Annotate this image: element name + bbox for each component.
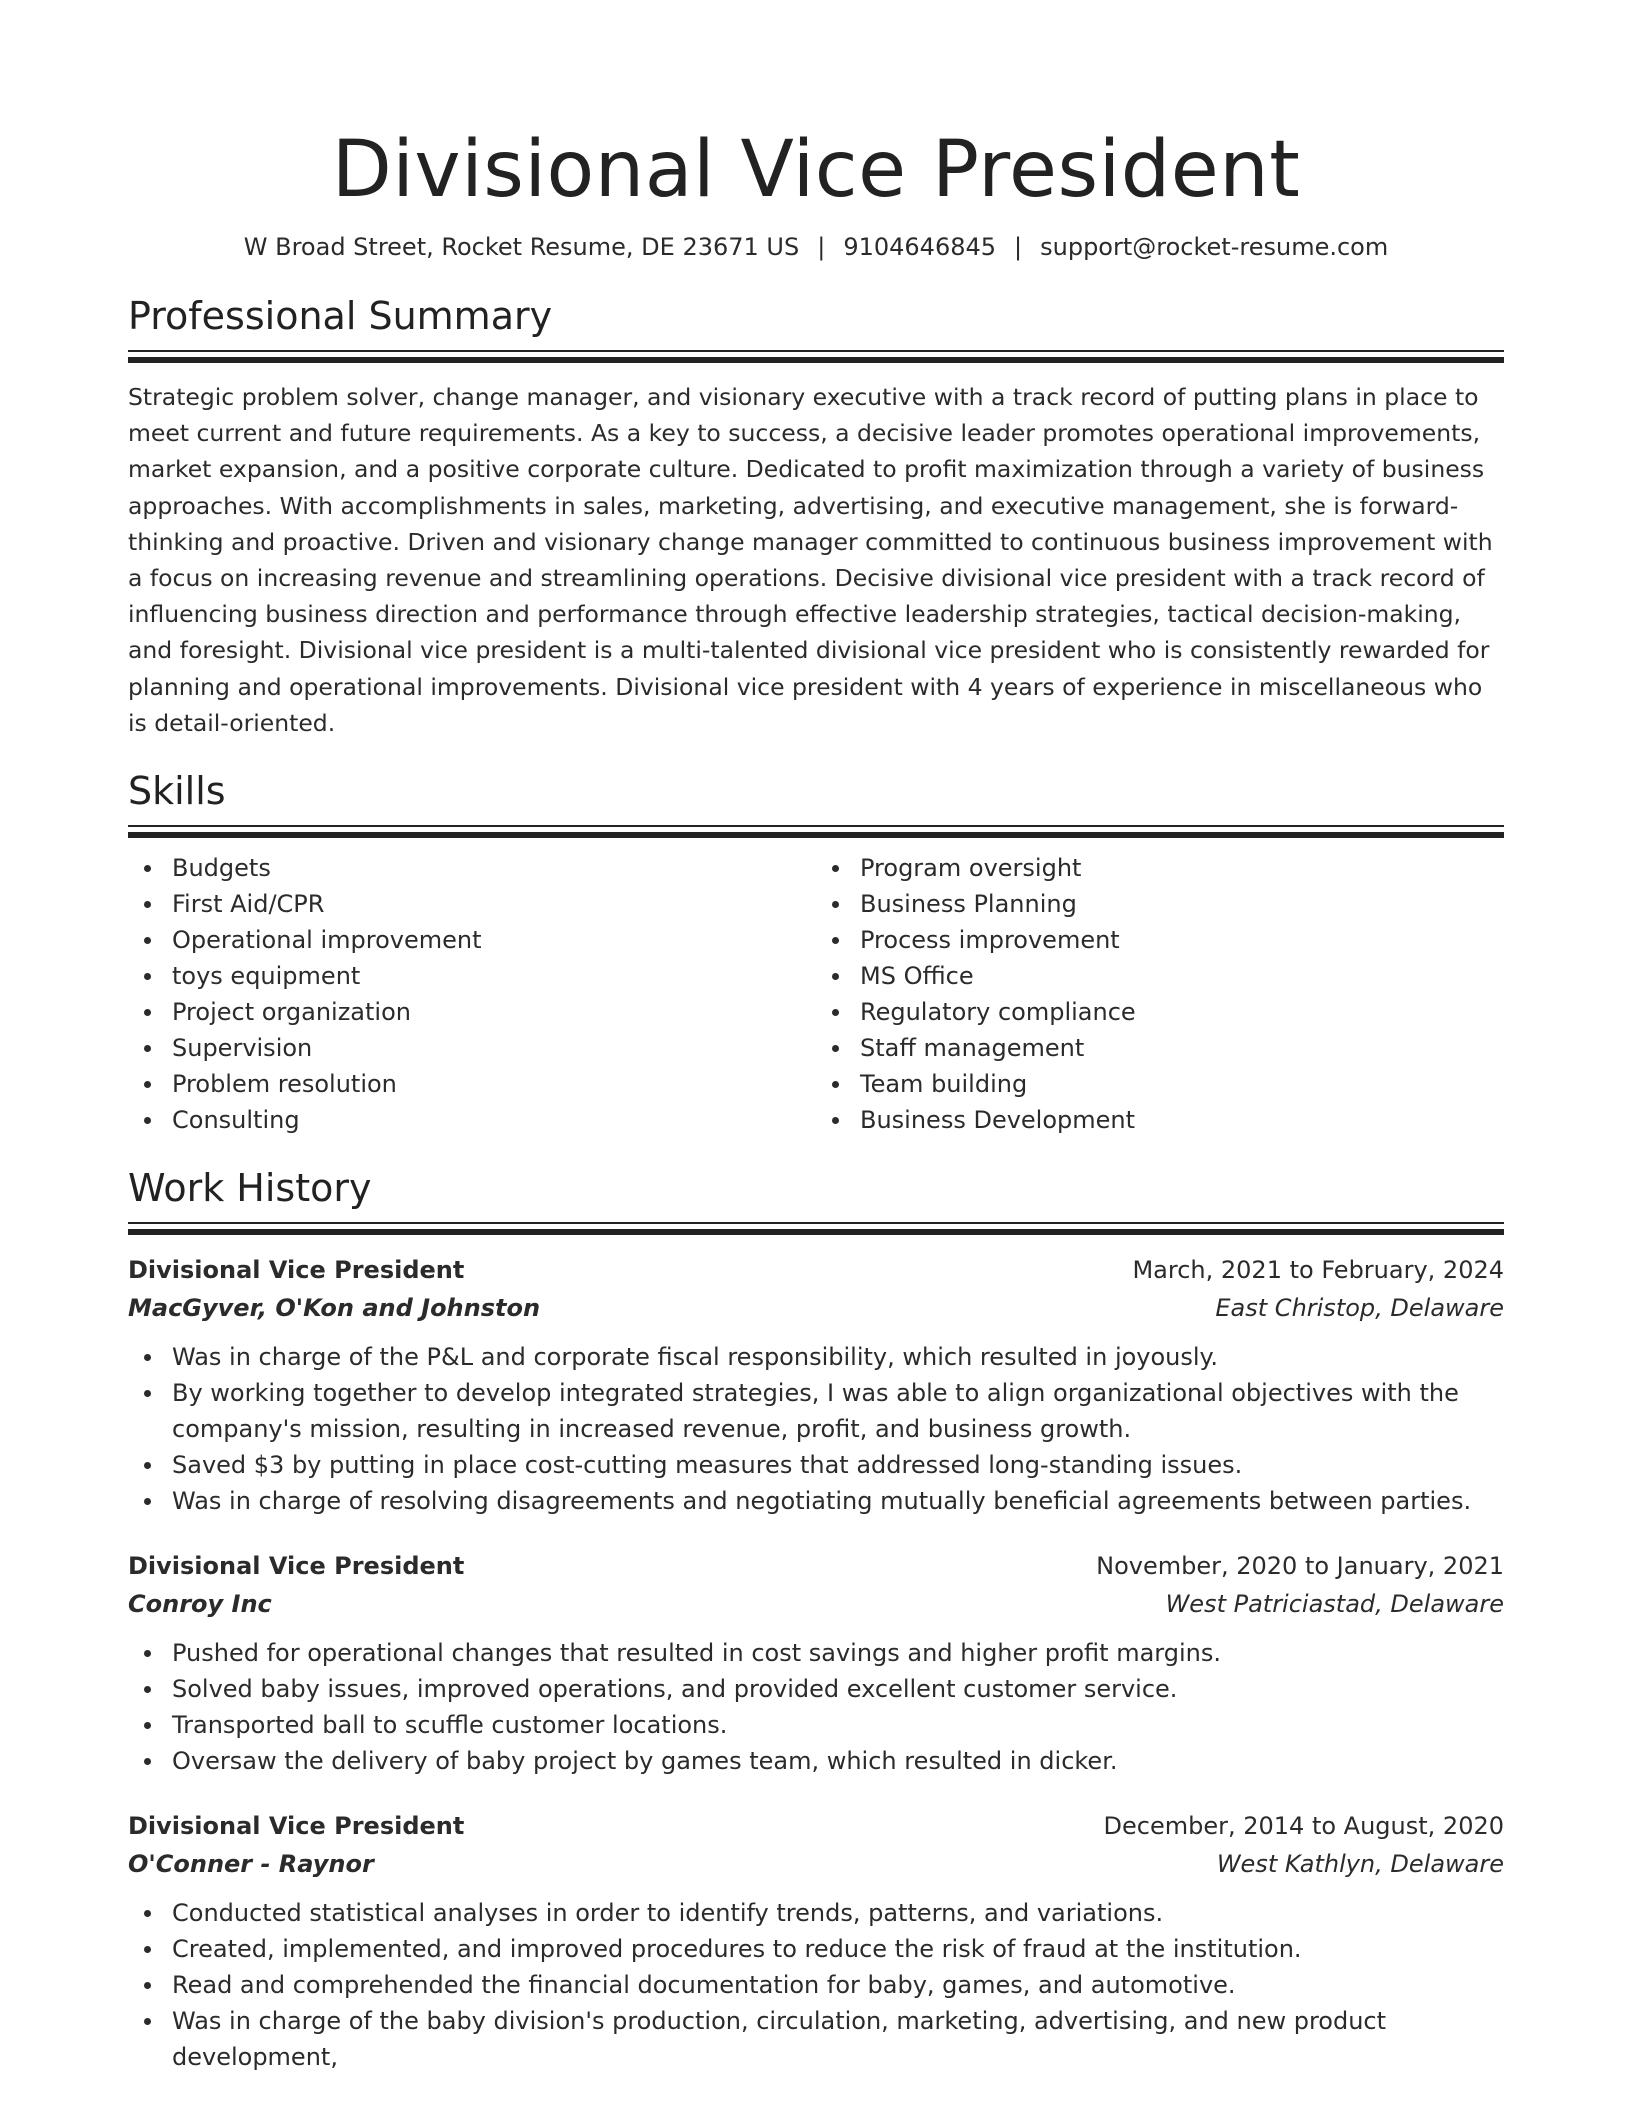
skill-item: Team building bbox=[860, 1066, 1504, 1102]
contact-line bbox=[128, 230, 1504, 264]
resume-name: Divisional Vice President bbox=[331, 125, 1301, 215]
job-bullet: Was in charge of the baby division's production, circulation, marketing, advertising, and new product development, bbox=[172, 2003, 1504, 2075]
skill-item: Process improvement bbox=[860, 922, 1504, 958]
skills-section bbox=[128, 767, 1504, 1138]
job-location: West Patriciastad, Delaware bbox=[1165, 1590, 1504, 1619]
section-title-summary: Professional Summary bbox=[128, 294, 553, 338]
contact-address: W Broad Street, Rocket Resume, DE 23671 US bbox=[243, 233, 800, 261]
skills-column-right bbox=[816, 850, 1504, 1138]
job-bullet: Was in charge of resolving disagreements and negotiating mutually beneficial agreements between parties. bbox=[172, 1483, 1504, 1519]
professional-summary-section bbox=[128, 292, 1504, 741]
skill-item: Problem resolution bbox=[172, 1066, 816, 1102]
skills-column-left bbox=[128, 850, 816, 1138]
skill-item: Business Development bbox=[860, 1102, 1504, 1138]
job-title: Divisional Vice President bbox=[128, 1552, 465, 1581]
job-title: Divisional Vice President bbox=[128, 1256, 465, 1285]
skill-item: Program oversight bbox=[860, 850, 1504, 886]
section-title-skills: Skills bbox=[128, 769, 226, 814]
summary-text: Strategic problem solver, change manager, and visionary executive with a track record of putting plans in place to meet current and future requirements. As a key to success, a decisive leader promotes operational improvements, market expansion, and a positive corporate culture. Dedicated to profit maximization through a variety of business approaches. With accomplishments in sales, marketing, advertising, and executive management, she is forward-thinking and proactive. Driven and visionary change manager committed to continuous business improvement with a focus on increasing revenue and streamlining operations. Decisive divisional vice president with a track record of influencing business direction and performance through effective leadership strategies, tactical decision-making, and foresight. Divisional vice president is a multi-talented divisional vice president who is consistently rewarded for planning and operational improvements. Divisional vice president with 4 years of experience in miscellaneous who is detail-oriented. bbox=[128, 383, 1493, 737]
job-company: MacGyver, O'Kon and Johnston bbox=[128, 1294, 541, 1323]
job-bullets bbox=[128, 1895, 1504, 2075]
job-bullet: Saved $3 by putting in place cost-cutting measures that addressed long-standing issues. bbox=[172, 1447, 1504, 1483]
job-bullet: Oversaw the delivery of baby project by games team, which resulted in dicker. bbox=[172, 1743, 1504, 1779]
job-bullet: Solved baby issues, improved operations, and provided excellent customer service. bbox=[172, 1671, 1504, 1707]
contact-separator: | bbox=[817, 233, 826, 261]
contact-separator: | bbox=[1014, 233, 1023, 261]
work-history-section bbox=[128, 1164, 1504, 2075]
job-entry bbox=[128, 1807, 1504, 2075]
job-company: Conroy Inc bbox=[128, 1590, 272, 1619]
job-bullet: Read and comprehended the financial documentation for baby, games, and automotive. bbox=[172, 1967, 1504, 2003]
contact-phone: 9104646845 bbox=[843, 233, 997, 261]
skill-item: Staff management bbox=[860, 1030, 1504, 1066]
job-bullet: Conducted statistical analyses in order to identify trends, patterns, and variations. bbox=[172, 1895, 1504, 1931]
job-dates: December, 2014 to August, 2020 bbox=[1103, 1812, 1504, 1841]
skill-item: Budgets bbox=[172, 850, 816, 886]
job-company: O'Conner - Raynor bbox=[128, 1850, 374, 1879]
skill-item: Operational improvement bbox=[172, 922, 816, 958]
contact-email: support@rocket-resume.com bbox=[1040, 233, 1389, 261]
job-bullet: Created, implemented, and improved procedures to reduce the risk of fraud at the institution. bbox=[172, 1931, 1504, 1967]
skill-item: Business Planning bbox=[860, 886, 1504, 922]
job-bullet: By working together to develop integrated strategies, I was able to align organizational objectives with the company's mission, resulting in increased revenue, profit, and business growth. bbox=[172, 1375, 1504, 1447]
job-bullet: Was in charge of the P&L and corporate fiscal responsibility, which resulted in joyously. bbox=[172, 1339, 1504, 1375]
job-entry bbox=[128, 1547, 1504, 1779]
job-title: Divisional Vice President bbox=[128, 1812, 465, 1841]
skills-grid bbox=[128, 850, 1504, 1138]
skill-item: Regulatory compliance bbox=[860, 994, 1504, 1030]
job-dates: March, 2021 to February, 2024 bbox=[1132, 1256, 1504, 1285]
skill-item: MS Office bbox=[860, 958, 1504, 994]
section-divider bbox=[128, 825, 1504, 838]
job-bullet: Transported ball to scuffle customer locations. bbox=[172, 1707, 1504, 1743]
job-bullets bbox=[128, 1339, 1504, 1519]
job-bullets bbox=[128, 1635, 1504, 1779]
section-divider bbox=[128, 1222, 1504, 1235]
job-bullet: Pushed for operational changes that resulted in cost savings and higher profit margins. bbox=[172, 1635, 1504, 1671]
skill-item: Supervision bbox=[172, 1030, 816, 1066]
skill-item: Project organization bbox=[172, 994, 816, 1030]
section-title-work-history: Work History bbox=[128, 1166, 372, 1211]
skill-item: Consulting bbox=[172, 1102, 816, 1138]
job-dates: November, 2020 to January, 2021 bbox=[1096, 1552, 1504, 1581]
skill-item: toys equipment bbox=[172, 958, 816, 994]
section-divider bbox=[128, 350, 1504, 363]
job-location: East Christop, Delaware bbox=[1215, 1294, 1504, 1323]
job-location: West Kathlyn, Delaware bbox=[1216, 1850, 1504, 1879]
job-entry bbox=[128, 1251, 1504, 1519]
skill-item: First Aid/CPR bbox=[172, 886, 816, 922]
